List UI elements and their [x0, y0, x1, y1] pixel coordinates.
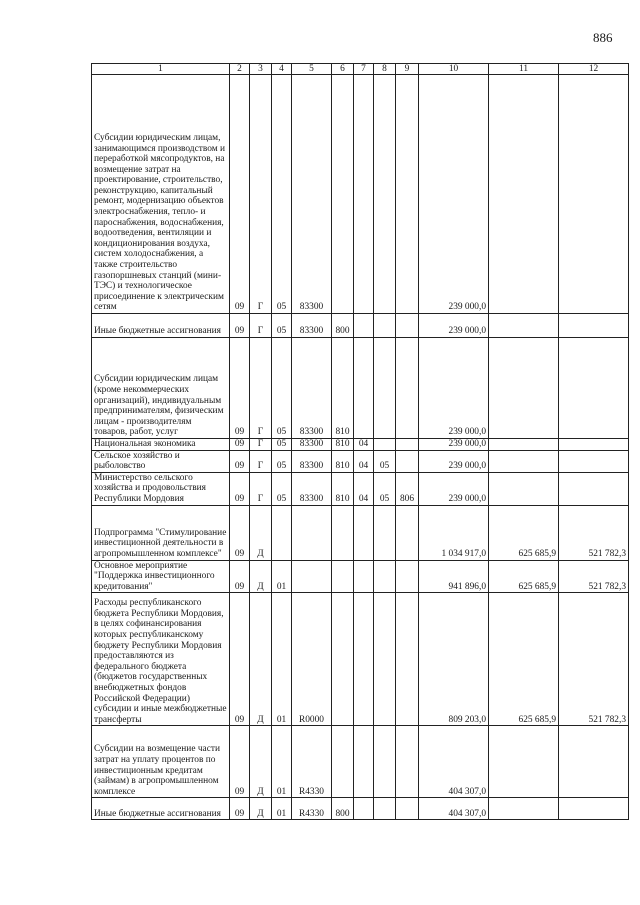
amount-col11-cell: 625 685,9 — [489, 560, 559, 593]
col4-cell: 05 — [272, 439, 292, 451]
col6-cell — [332, 560, 354, 593]
amount-col11-cell — [489, 439, 559, 451]
amount-col12-cell — [559, 450, 629, 472]
col8-cell: 05 — [374, 472, 396, 505]
col2-cell: 09 — [230, 472, 250, 505]
col8-cell — [374, 505, 396, 560]
amount-col10-cell: 404 307,0 — [419, 726, 489, 798]
col2-cell: 09 — [230, 726, 250, 798]
col7-cell — [354, 726, 374, 798]
col2-cell: 09 — [230, 338, 250, 439]
amount-col11-cell: 625 685,9 — [489, 505, 559, 560]
col2-cell: 09 — [230, 75, 250, 314]
amount-col10-cell: 239 000,0 — [419, 450, 489, 472]
col7-cell — [354, 338, 374, 439]
col9-cell — [396, 338, 419, 439]
col6-cell — [332, 726, 354, 798]
col7-cell: 04 — [354, 439, 374, 451]
col5-cell: R4330 — [292, 726, 332, 798]
col8-cell — [374, 314, 396, 338]
column-header: 8 — [374, 64, 396, 75]
column-header: 6 — [332, 64, 354, 75]
col4-cell: 01 — [272, 560, 292, 593]
col7-cell: 04 — [354, 450, 374, 472]
col4-cell: 05 — [272, 450, 292, 472]
amount-col11-cell: 625 685,9 — [489, 593, 559, 726]
col6-cell — [332, 75, 354, 314]
col3-cell: Д — [250, 593, 272, 726]
amount-col10-cell: 239 000,0 — [419, 314, 489, 338]
amount-col11-cell — [489, 450, 559, 472]
amount-col10-cell: 1 034 917,0 — [419, 505, 489, 560]
table-row — [92, 505, 629, 560]
col6-cell: 810 — [332, 450, 354, 472]
column-header: 5 — [292, 64, 332, 75]
col9-cell — [396, 798, 419, 820]
col2-cell: 09 — [230, 439, 250, 451]
col4-cell: 05 — [272, 472, 292, 505]
amount-col10-cell: 941 896,0 — [419, 560, 489, 593]
column-header: 2 — [230, 64, 250, 75]
col4-cell: 01 — [272, 726, 292, 798]
row-name-cell: Расходы республиканского бюджета Республики Мордовия, в целях софинансирования которых республиканскому бюджету Республики Мордовия предоставляются из федерального бюджета (бюджетов государственных внебюджетных фондов Российской Федерации) субсидии и иные межбюджетные трансферты — [92, 593, 230, 726]
col6-cell: 810 — [332, 338, 354, 439]
col8-cell — [374, 439, 396, 451]
col5-cell — [292, 505, 332, 560]
amount-col10-cell: 404 307,0 — [419, 798, 489, 820]
col7-cell — [354, 75, 374, 314]
col7-cell — [354, 593, 374, 726]
row-name-cell: Иные бюджетные ассигнования — [92, 314, 230, 338]
budget-table — [91, 63, 629, 820]
col3-cell: Г — [250, 314, 272, 338]
col8-cell — [374, 560, 396, 593]
col9-cell — [396, 439, 419, 451]
table-row — [92, 314, 629, 338]
table-row — [92, 593, 629, 726]
col4-cell: 05 — [272, 314, 292, 338]
col8-cell — [374, 798, 396, 820]
amount-col12-cell — [559, 75, 629, 314]
col3-cell: Д — [250, 798, 272, 820]
amount-col12-cell — [559, 439, 629, 451]
col3-cell: Д — [250, 505, 272, 560]
col5-cell: 83300 — [292, 439, 332, 451]
col5-cell: 83300 — [292, 450, 332, 472]
col9-cell: 806 — [396, 472, 419, 505]
amount-col11-cell — [489, 472, 559, 505]
amount-col11-cell — [489, 798, 559, 820]
col9-cell — [396, 560, 419, 593]
amount-col12-cell — [559, 472, 629, 505]
col6-cell — [332, 505, 354, 560]
col4-cell — [272, 505, 292, 560]
col3-cell: Г — [250, 338, 272, 439]
amount-col12-cell — [559, 798, 629, 820]
col8-cell — [374, 593, 396, 726]
row-name-cell: Субсидии юридическим лицам, занимающимся производством и переработкой мясопродуктов, на возмещение затрат на проектирование, строительство, реконструкцию, капитальный ремонт, модернизацию объектов электроснабжения, тепло- и пароснабжения, водоснабжения, водоотведения, вентиляции и кондиционирования воздуха, систем холодоснабжения, а также строительство газопоршневых станций (мини-ТЭС) и технологическое присоединение к электрическим сетям — [92, 75, 230, 314]
col5-cell: 83300 — [292, 472, 332, 505]
col9-cell — [396, 726, 419, 798]
col2-cell: 09 — [230, 450, 250, 472]
table-row — [92, 450, 629, 472]
col4-cell: 01 — [272, 798, 292, 820]
col3-cell: Д — [250, 560, 272, 593]
amount-col10-cell: 239 000,0 — [419, 472, 489, 505]
amount-col11-cell — [489, 726, 559, 798]
col2-cell: 09 — [230, 560, 250, 593]
col7-cell: 04 — [354, 472, 374, 505]
row-name-cell: Подпрограмма "Стимулирование инвестиционной деятельности в агропромышленном комплексе" — [92, 505, 230, 560]
col2-cell: 09 — [230, 505, 250, 560]
col6-cell: 800 — [332, 798, 354, 820]
header-row — [92, 64, 629, 75]
row-name-cell: Сельское хозяйство и рыболовство — [92, 450, 230, 472]
column-header: 3 — [250, 64, 272, 75]
col3-cell: Г — [250, 439, 272, 451]
column-header: 9 — [396, 64, 419, 75]
col5-cell: 83300 — [292, 314, 332, 338]
amount-col12-cell: 521 782,3 — [559, 593, 629, 726]
col9-cell — [396, 314, 419, 338]
col7-cell — [354, 314, 374, 338]
col4-cell: 05 — [272, 75, 292, 314]
col2-cell: 09 — [230, 593, 250, 726]
col8-cell — [374, 726, 396, 798]
col8-cell: 05 — [374, 450, 396, 472]
col5-cell: R0000 — [292, 593, 332, 726]
amount-col11-cell — [489, 314, 559, 338]
col3-cell: Д — [250, 726, 272, 798]
col9-cell — [396, 450, 419, 472]
col7-cell — [354, 505, 374, 560]
col8-cell — [374, 338, 396, 439]
row-name-cell: Основное мероприятие "Поддержка инвестиционного кредитования" — [92, 560, 230, 593]
col6-cell: 810 — [332, 472, 354, 505]
col3-cell: Г — [250, 75, 272, 314]
col4-cell: 01 — [272, 593, 292, 726]
row-name-cell: Министерство сельского хозяйства и продовольствия Республики Мордовия — [92, 472, 230, 505]
col6-cell — [332, 593, 354, 726]
table-row — [92, 560, 629, 593]
table-row — [92, 75, 629, 314]
row-name-cell: Субсидии на возмещение части затрат на уплату процентов по инвестиционным кредитам (займам) в агропромышленном комплексе — [92, 726, 230, 798]
col5-cell: 83300 — [292, 338, 332, 439]
amount-col11-cell — [489, 75, 559, 314]
amount-col11-cell — [489, 338, 559, 439]
amount-col12-cell: 521 782,3 — [559, 560, 629, 593]
column-header: 1 — [92, 64, 230, 75]
amount-col10-cell: 239 000,0 — [419, 338, 489, 439]
table-row — [92, 439, 629, 451]
col3-cell: Г — [250, 450, 272, 472]
col2-cell: 09 — [230, 314, 250, 338]
amount-col10-cell: 239 000,0 — [419, 75, 489, 314]
table-row — [92, 472, 629, 505]
table-row — [92, 338, 629, 439]
table-row — [92, 798, 629, 820]
column-header: 10 — [419, 64, 489, 75]
column-header: 4 — [272, 64, 292, 75]
column-header: 11 — [489, 64, 559, 75]
table-row — [92, 726, 629, 798]
col9-cell — [396, 75, 419, 314]
page-number: 886 — [593, 30, 613, 45]
col9-cell — [396, 505, 419, 560]
row-name-cell: Национальная экономика — [92, 439, 230, 451]
col5-cell — [292, 560, 332, 593]
col2-cell: 09 — [230, 798, 250, 820]
amount-col12-cell — [559, 314, 629, 338]
col6-cell: 800 — [332, 314, 354, 338]
amount-col12-cell — [559, 726, 629, 798]
col9-cell — [396, 593, 419, 726]
col4-cell: 05 — [272, 338, 292, 439]
table-body — [92, 75, 629, 820]
amount-col12-cell: 521 782,3 — [559, 505, 629, 560]
table-header — [92, 64, 629, 75]
col3-cell: Г — [250, 472, 272, 505]
col8-cell — [374, 75, 396, 314]
row-name-cell: Иные бюджетные ассигнования — [92, 798, 230, 820]
column-header: 7 — [354, 64, 374, 75]
col5-cell: R4330 — [292, 798, 332, 820]
amount-col10-cell: 809 203,0 — [419, 593, 489, 726]
col7-cell — [354, 798, 374, 820]
col7-cell — [354, 560, 374, 593]
row-name-cell: Субсидии юридическим лицам (кроме некоммерческих организаций), индивидуальным предпринимателям, физическим лицам - производителям товаров, работ, услуг — [92, 338, 230, 439]
col6-cell: 810 — [332, 439, 354, 451]
column-header: 12 — [559, 64, 629, 75]
col5-cell: 83300 — [292, 75, 332, 314]
amount-col12-cell — [559, 338, 629, 439]
amount-col10-cell: 239 000,0 — [419, 439, 489, 451]
